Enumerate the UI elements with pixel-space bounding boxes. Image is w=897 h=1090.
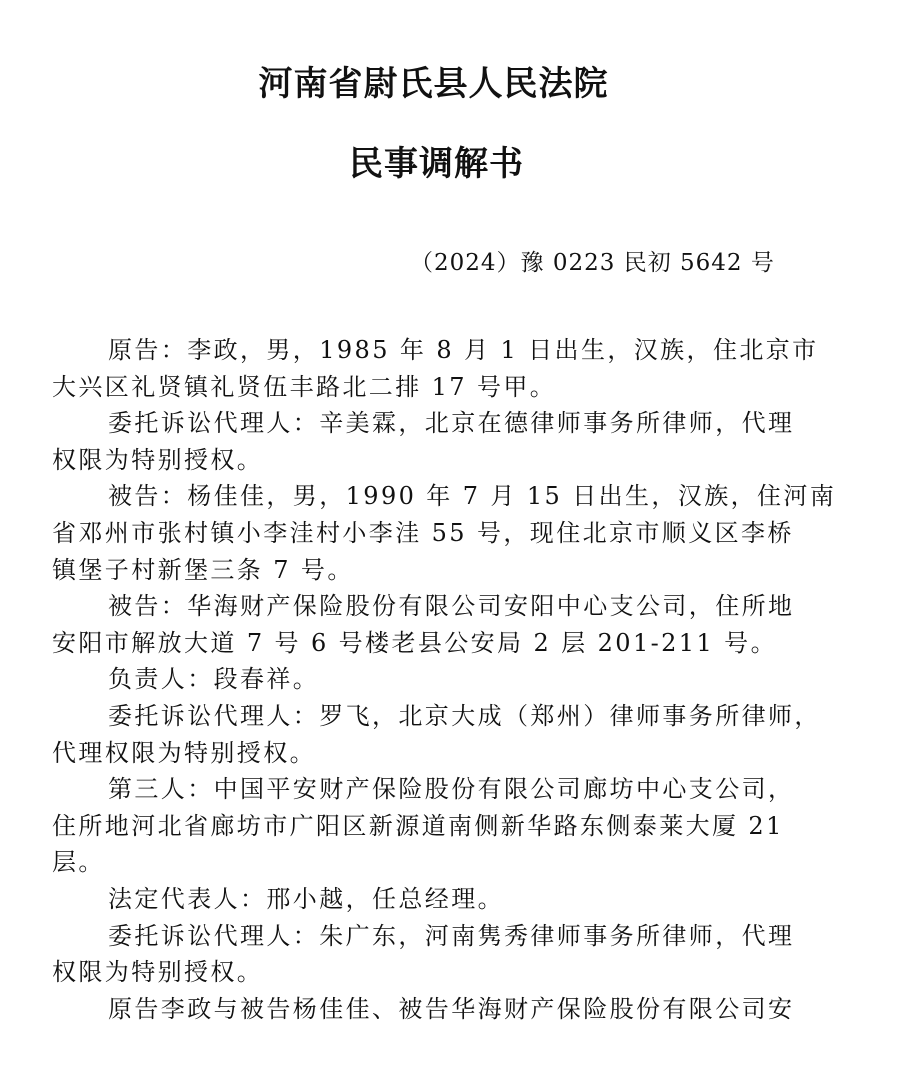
text-line: 委托诉讼代理人：辛美霖，北京在德律师事务所律师，代理 [108,409,795,438]
text-line: 负责人：段春祥。 [108,665,320,694]
text-line: 法定代表人：邢小越，任总经理。 [108,884,504,913]
court-name: 河南省尉氏县人民法院 [258,64,609,104]
text-line: 权限为特别授权。 [52,445,264,474]
text-line: 镇堡子村新堡三条 7 号。 [52,555,354,584]
text-line: 第三人：中国平安财产保险股份有限公司廊坊中心支公司， [108,775,795,804]
text-line: 层。 [52,848,105,877]
text-line: 委托诉讼代理人：罗飞，北京大成（郑州）律师事务所律师， [108,701,821,730]
text-line: 代理权限为特别授权。 [52,738,316,767]
text-line: 原告李政与被告杨佳佳、被告华海财产保险股份有限公司安 [108,994,795,1023]
text-line: 权限为特别授权。 [52,958,264,987]
document-body [52,332,837,1027]
text-line: 大兴区礼贤镇礼贤伍丰路北二排 17 号甲。 [52,372,557,401]
text-line: 被告：华海财产保险股份有限公司安阳中心支公司，住所地 [108,592,795,621]
text-line: 省邓州市张村镇小李洼村小李洼 55 号，现住北京市顺义区李桥 [52,518,794,547]
text-line: 委托诉讼代理人：朱广东，河南隽秀律师事务所律师，代理 [108,921,795,950]
text-line: 原告：李政，男，1985 年 8 月 1 日出生，汉族，住北京市 [108,336,819,364]
text-line: 被告：杨佳佳，男，1990 年 7 月 15 日出生，汉族，住河南 [108,482,837,511]
text-line: 安阳市解放大道 7 号 6 号楼老县公安局 2 层 201-211 号。 [52,628,777,657]
document-type: 民事调解书 [349,144,524,184]
case-number: （2024）豫 0223 民初 5642 号 [410,250,775,276]
text-line: 住所地河北省廊坊市广阳区新源道南侧新华路东侧泰莱大厦 21 [52,811,784,840]
